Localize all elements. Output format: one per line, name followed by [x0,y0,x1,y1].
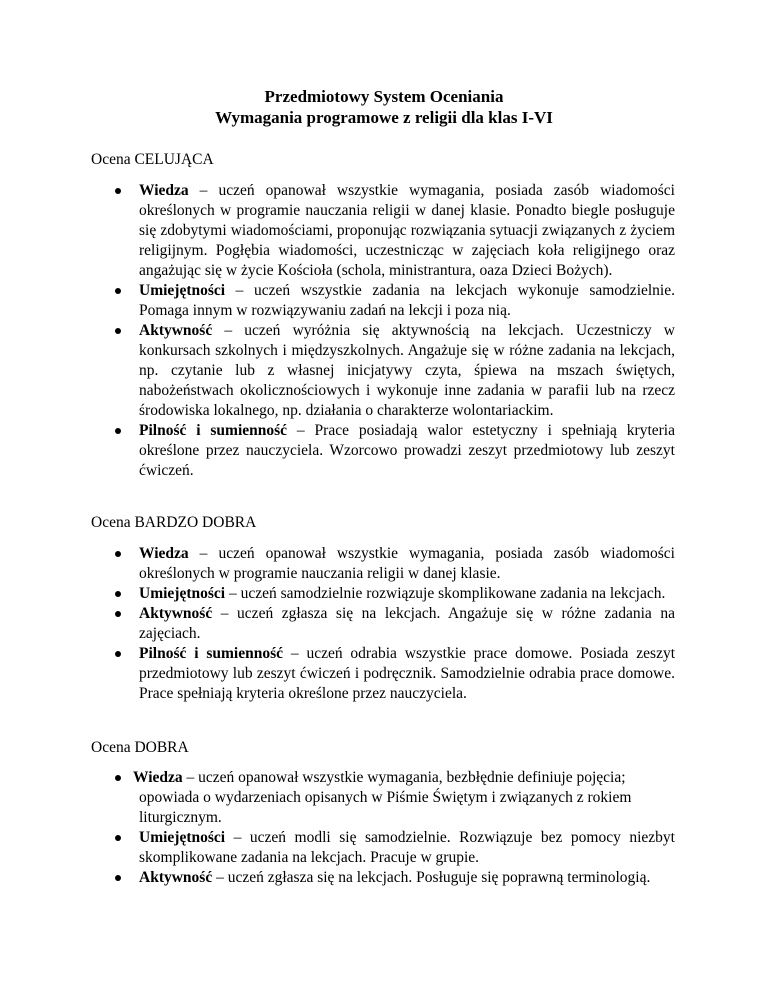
list-item [0,281,675,321]
criterion-text: – uczeń zgłasza się na lekcjach. Angażuje się w różne zadania na zajęciach. [139,605,675,642]
criterion-text: – uczeń opanował wszystkie wymagania, bezbłędnie definiuje pojęcia; opowiada o wydarzeniach opisanych w Piśmie Świętym i związanych z rokiem liturgicznym. [139,769,632,826]
section-heading-celujaca: Ocena CELUJĄCA [91,151,214,168]
section-heading-bardzo-dobra: Ocena BARDZO DOBRA [91,514,257,531]
criterion-term: Aktywność [139,869,213,886]
criteria-list-bardzo-dobra [0,544,768,704]
bullet-icon [115,591,121,597]
criterion-text: – Prace posiadają walor estetyczny i spełniają kryteria określone przez nauczyciela. Wzorcowo prowadzi zeszyt przedmiotowy lub zeszyt ćwiczeń. [139,422,675,479]
criterion-text: – uczeń modli się samodzielnie. Rozwiązuje bez pomocy niezbyt skomplikowane zadania na lekcjach. Pracuje w grupie. [139,829,675,866]
criterion-term: Aktywność [139,322,213,339]
criterion-text: – uczeń zgłasza się na lekcjach. Posługuje się poprawną terminologią. [212,869,651,886]
criterion-text: – uczeń opanował wszystkie wymagania, posiada zasób wiadomości określonych w programie nauczania religii w danej klasie. [139,545,675,582]
bullet-icon [115,611,121,617]
bullet-icon [115,775,121,781]
list-item [0,644,675,704]
list-item [0,321,675,421]
criteria-list-dobra [0,768,768,888]
bullet-icon [115,288,121,294]
bullet-icon [115,875,121,881]
bullet-icon [115,651,121,657]
bullet-icon [115,328,121,334]
list-item [0,868,675,888]
criterion-term: Aktywność [139,605,213,622]
list-item [0,584,675,604]
bullet-icon [115,188,121,194]
criterion-text: – uczeń samodzielnie rozwiązuje skomplikowane zadania na lekcjach. [225,585,666,602]
criterion-term: Umiejętności [139,282,226,299]
list-item [0,181,675,281]
document-subtitle: Wymagania programowe z religii dla klas I-VI [215,108,553,127]
list-item [0,544,675,584]
list-item [0,828,675,868]
criterion-term: Umiejętności [139,829,226,846]
criterion-term: Wiedza [139,182,189,199]
criterion-text: – uczeń wyróżnia się aktywnością na lekcjach. Uczestniczy w konkursach szkolnych i międzyszkolnych. Angażuje się w różne zadania na lekcjach, np. czytanie lub z własnej inicjatywy czyta, śpiewa na mszach świętych, nabożeństwach okolicznościowych i wykonuje inne zadania w parafii lub na rzecz środowiska lokalnego, np. działania o charakterze wolontariackim. [139,322,675,419]
criterion-text: – uczeń opanował wszystkie wymagania, posiada zasób wiadomości określonych w programie nauczania religii w danej klasie. Ponadto biegle posługuje się zdobytymi wiadomościami, proponując rozwiązania sytuacji związanych z życiem religijnym. Pogłębia wiadomości, uczestnicząc w zajęciach koła religijnego oraz angażując się w życie Kościoła (schola, ministrantura, oaza Dzieci Bożych). [139,182,675,279]
criteria-list-celujaca [0,181,768,481]
bullet-icon [115,835,121,841]
criterion-term: Wiedza [139,545,189,562]
criterion-text: – uczeń wszystkie zadania na lekcjach wykonuje samodzielnie. Pomaga innym w rozwiązywaniu zadań na lekcji i poza nią. [139,282,675,319]
bullet-icon [115,428,121,434]
criterion-term: Pilność i sumienność [139,645,284,662]
section-heading-dobra: Ocena DOBRA [91,739,189,756]
bullet-icon [115,551,121,557]
list-item [0,768,675,828]
criterion-term: Pilność i sumienność [139,422,288,439]
list-item [0,421,675,481]
document-title: Przedmiotowy System Oceniania [264,87,504,106]
criterion-text: – uczeń odrabia wszystkie prace domowe. Posiada zeszyt przedmiotowy lub zeszyt ćwiczeń i podręcznik. Samodzielnie odrabia prace domowe. Prace spełniają kryteria określone przez nauczyciela. [139,645,675,702]
criterion-term: Umiejętności [139,585,226,602]
list-item [0,604,675,644]
criterion-term: Wiedza [133,769,183,786]
